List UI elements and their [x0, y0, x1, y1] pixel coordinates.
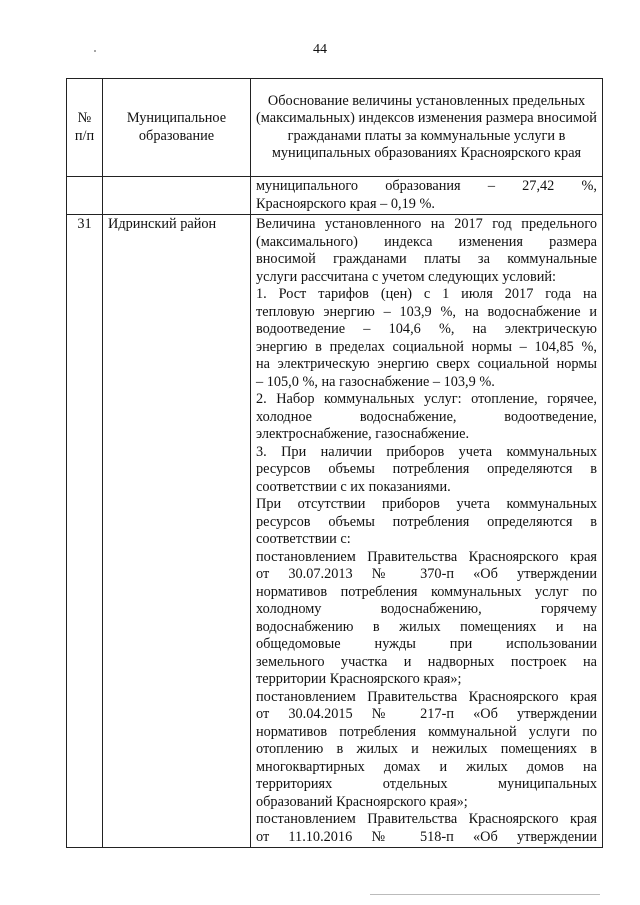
- text-line: энергию в пределах социальной нормы – 104,85 %,: [256, 338, 597, 355]
- tariff-index-table: [66, 78, 603, 848]
- text-line: водоснабжению в жилых помещениях и на: [256, 618, 597, 635]
- text-line: муниципального образования – 27,42 %,: [256, 178, 597, 194]
- text-line: общедомовые нужды при использовании: [256, 636, 597, 652]
- text-line: (максимального) индекса изменения размера: [256, 233, 597, 250]
- text-line: Величина установленного на 2017 год предельного: [256, 216, 597, 232]
- row-municipality: Идринский район: [103, 215, 251, 848]
- continuation-row: [67, 177, 603, 215]
- text-line: от 11.10.2016 № 518-п «Об утверждении: [256, 828, 597, 845]
- text-line: 1. Рост тарифов (цен) с 1 июля 2017 года на: [256, 286, 597, 302]
- text-line: услуги рассчитана с учетом следующих условий:: [256, 268, 557, 285]
- scan-edge-line: [370, 894, 600, 895]
- text-line: водоотведение – 104,6 %, на электрическую: [256, 321, 597, 337]
- text-line: соответствии с:: [256, 531, 351, 547]
- text-line: от 30.04.2015 № 217-п «Об утверждении: [256, 706, 597, 722]
- text-line: тепловую энергию – 103,9 %, на водоснабжение и: [256, 303, 597, 320]
- table-header-row: [67, 79, 603, 177]
- text-line: нормативов потребления коммунальной услуги по: [256, 723, 597, 740]
- text-line: отоплению в жилых и нежилых помещениях в: [256, 741, 597, 757]
- text-line: вносимой гражданами платы за коммунальные: [256, 251, 597, 267]
- text-line: земельного участка и надворных построек на: [256, 653, 597, 670]
- continuation-text: [251, 177, 603, 215]
- text-line: постановлением Правительства Красноярского края: [256, 811, 597, 827]
- text-line: нормативов потребления коммунальных услуг по: [256, 583, 597, 600]
- text-line: на электрическую энергию сверх социальной нормы: [256, 356, 597, 372]
- text-line: образований Красноярского края»;: [256, 793, 468, 810]
- text-line: территориях отдельных муниципальных: [256, 776, 597, 792]
- text-line: 2. Набор коммунальных услуг: отопление, горячее,: [256, 391, 597, 407]
- row-number: 31: [67, 215, 103, 848]
- continuation-num-cell: [67, 177, 103, 215]
- text-line: Красноярского края – 0,19 %.: [256, 195, 435, 212]
- text-line: соответствии с их показаниями.: [256, 478, 451, 495]
- text-line: При отсутствии приборов учета коммунальных: [256, 496, 597, 512]
- text-line: 3. При наличии приборов учета коммунальных: [256, 443, 597, 460]
- text-line: – 105,0 %, на газоснабжение – 103,9 %.: [256, 373, 495, 390]
- text-line: постановлением Правительства Красноярского края: [256, 548, 597, 565]
- text-line: территории Красноярского края»;: [256, 671, 462, 687]
- table-row: [67, 215, 603, 848]
- text-line: постановлением Правительства Красноярского края: [256, 688, 597, 705]
- row-justification: [251, 215, 603, 848]
- text-line: ресурсов объемы потребления определяются в: [256, 461, 597, 477]
- header-num: № п/п: [67, 79, 103, 177]
- page-number: 44: [313, 42, 327, 57]
- text-line: ресурсов объемы потребления определяются в: [256, 513, 597, 530]
- continuation-municipality-cell: [103, 177, 251, 215]
- header-municipality: Муниципальное образование: [103, 79, 251, 177]
- text-line: холодное водоснабжение, водоотведение,: [256, 408, 597, 425]
- text-line: электроснабжение, газоснабжение.: [256, 426, 470, 442]
- header-justification: Обоснование величины установленных предельных (максимальных) индексов изменения размера вносимой гражданами платы за коммунальные услуги в муниципальных образованиях Красноярского края: [251, 79, 603, 177]
- text-line: холодному водоснабжению, горячему: [256, 601, 597, 617]
- text-line: многоквартирных домах и жилых домов на: [256, 758, 597, 775]
- text-line: от 30.07.2013 № 370-п «Об утверждении: [256, 566, 597, 582]
